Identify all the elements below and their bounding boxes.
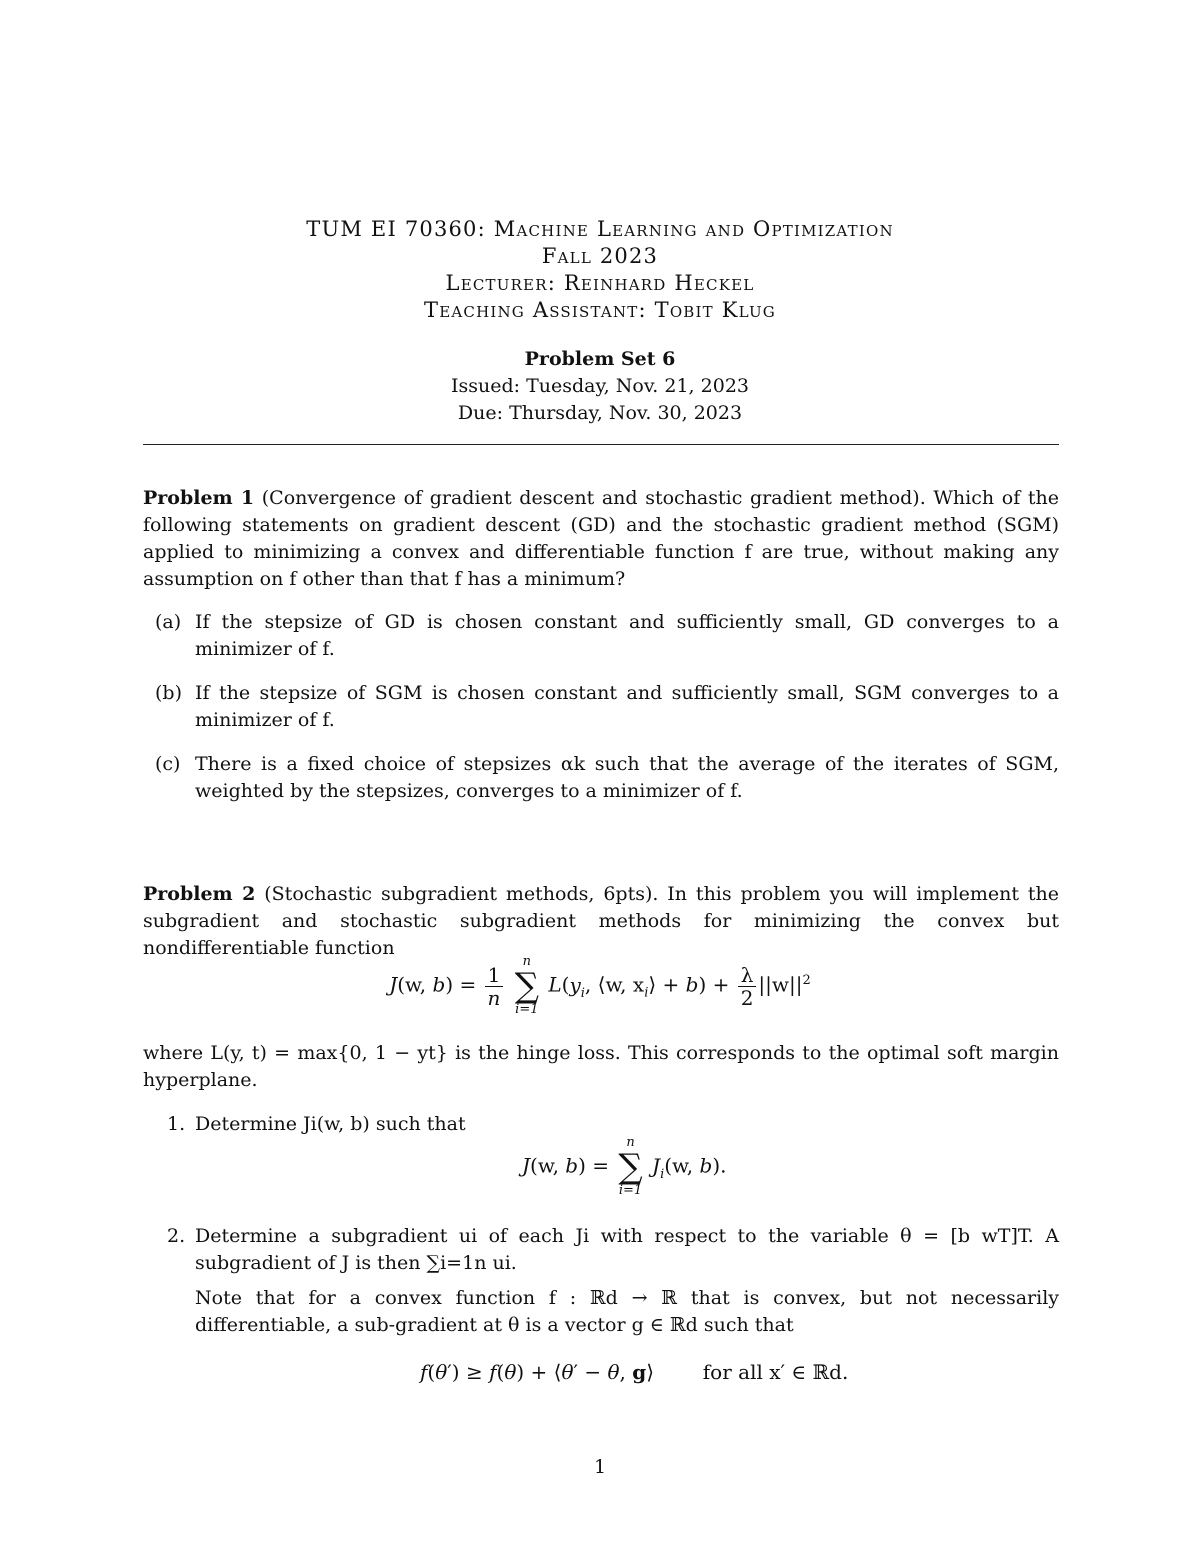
problem-1-intro [143, 485, 1059, 593]
due-date: Due: Thursday, Nov. 30, 2023 [457, 402, 743, 424]
note-text: Note that for a convex function f : ℝd → ℝ that is convex, but not necessarily differentiable, a sub-gradient at θ is a vector g ∈ ℝd such that [195, 1287, 1059, 1336]
step-label: 2. [167, 1225, 186, 1247]
problem-2-intro [143, 881, 1059, 962]
lecturer: Lecturer: Reinhard Heckel [445, 271, 755, 295]
item-text: There is a fixed choice of stepsizes αk such that the average of the iterates of SGM, weighted by the stepsizes, converges to a minimizer of f. [195, 753, 1059, 802]
item-label: (c) [155, 753, 181, 775]
problem-1-text: (Convergence of gradient descent and stochastic gradient method). Which of the following statements on gradient descent (GD) and the stochastic gradient method (SGM) applied to minimizing a convex and differentiable function f are true, without making any assumption on f other than that f has a minimum? [143, 487, 1059, 590]
step-text: Determine Ji(w, b) such that [195, 1113, 466, 1135]
item-text: If the stepsize of GD is chosen constant and sufficiently small, GD converges to a minimizer of f. [195, 611, 1059, 660]
issued-date: Issued: Tuesday, Nov. 21, 2023 [450, 375, 749, 397]
step-text: Determine a subgradient ui of each Ji with respect to the variable θ = [b wT]T. A subgradient of J is then ∑i=1n ui. [195, 1225, 1059, 1274]
item-label: (b) [155, 682, 182, 704]
hinge-loss-text: where L(y, t) = max{0, 1 − yt} is the hinge loss. This corresponds to the optimal soft margin hyperplane. [143, 1042, 1059, 1091]
subgradient-inequality: f(θ′) ≥ f(θ) + ⟨θ′ − θ, g⟩ for all x′ ∈ ℝd. [420, 1360, 849, 1384]
problem-set-title: Problem Set 6 [524, 348, 676, 370]
course-title: TUM EI 70360: Machine Learning and Optimization [306, 217, 894, 241]
problem-1-label: Problem 1 [143, 487, 255, 509]
problem-2-label: Problem 2 [143, 883, 256, 905]
step-label: 1. [167, 1113, 186, 1135]
teaching-assistant: Teaching Assistant: Tobit Klug [424, 298, 776, 322]
problem-2-text: (Stochastic subgradient methods, 6pts). In this problem you will implement the subgradient and stochastic subgradient methods for minimizing the convex but nondifferentiable function [143, 883, 1059, 959]
item-label: (a) [155, 611, 182, 633]
item-text: If the stepsize of SGM is chosen constant and sufficiently small, SGM converges to a minimizer of f. [195, 682, 1059, 731]
decomposition-equation: J(w, b) = n ∑ i=1 $J_i(w$, b). [522, 1135, 727, 1198]
term: Fall 2023 [541, 244, 659, 268]
inequality-condition: for all x′ ∈ ℝd. [702, 1360, 849, 1384]
objective-equation: J(w, b) = $\frac{1}{n}$ n ∑ i=1 $L(y_i$, ⟨w, $x_i⟩ + b$) + $\frac{\lambda}{2}$ $||w||^2$ [389, 954, 811, 1017]
header-rule [143, 444, 1059, 445]
page-number: 1 [593, 1456, 607, 1478]
